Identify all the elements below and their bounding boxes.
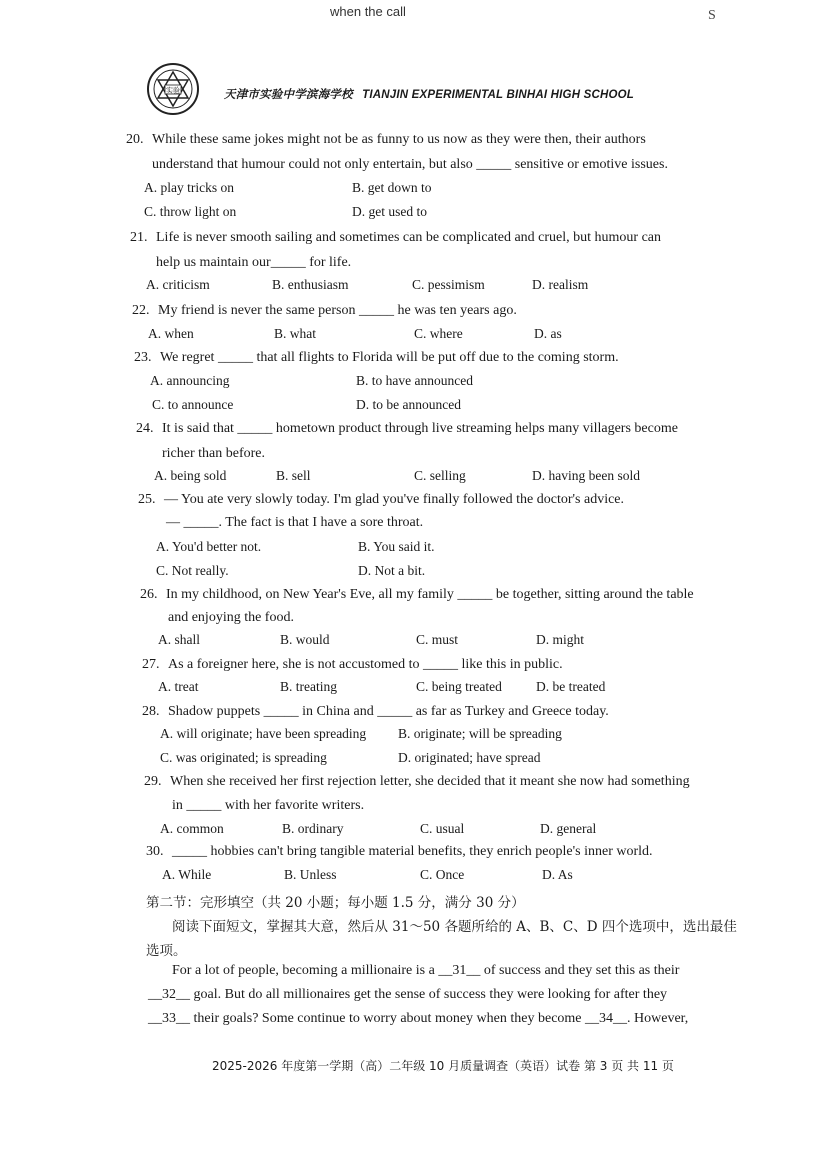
option-30-a: A. While bbox=[162, 867, 212, 882]
option-22-c: C. where bbox=[414, 326, 463, 341]
option-28-c: C. was originated; is spreading bbox=[160, 750, 327, 765]
question-21-line-2: help us maintain our_____ for life. bbox=[156, 255, 352, 270]
section-2-instruction-2: 选项。 bbox=[146, 943, 187, 959]
option-30-c: C. Once bbox=[420, 867, 465, 882]
option-23-a: A. announcing bbox=[150, 373, 230, 388]
section-2-instruction-1: 阅读下面短文，掌握其大意，然后从 31～50 各题所给的 A、B、C、D 四个选项中，选出最佳 bbox=[172, 919, 737, 935]
option-27-a: A. treat bbox=[158, 679, 199, 694]
question-29 bbox=[144, 772, 690, 792]
option-29-d: D. general bbox=[540, 821, 597, 836]
option-26-b: B. would bbox=[280, 632, 330, 647]
option-22-a: A. when bbox=[148, 326, 194, 341]
question-22 bbox=[132, 301, 517, 321]
question-text: We regret _____ that all flights to Florida will be put off due to the coming storm. bbox=[160, 350, 619, 365]
question-28 bbox=[142, 702, 609, 722]
option-30-d: D. As bbox=[542, 867, 573, 882]
question-number: 22. bbox=[132, 303, 150, 318]
question-20 bbox=[126, 130, 646, 150]
option-27-c: C. being treated bbox=[416, 679, 502, 694]
option-27-d: D. be treated bbox=[536, 679, 606, 694]
option-24-d: D. having been sold bbox=[532, 468, 640, 483]
option-29-a: A. common bbox=[160, 821, 224, 836]
option-23-d: D. to be announced bbox=[356, 397, 461, 412]
option-22-d: D. as bbox=[534, 326, 562, 341]
option-30-b: B. Unless bbox=[284, 867, 337, 882]
question-30 bbox=[146, 842, 653, 862]
question-24 bbox=[136, 419, 678, 439]
option-22-b: B. what bbox=[274, 326, 316, 341]
top-handwritten-note: when the call bbox=[330, 4, 406, 19]
logo-text: 实验 bbox=[166, 86, 180, 95]
option-21-c: C. pessimism bbox=[412, 277, 485, 292]
passage-line-2: __32__ goal. But do all millionaires get the sense of success they were looking for after they bbox=[148, 987, 668, 1002]
page-footer: 2025-2026 年度第一学期（高）二年级 10 月质量调查（英语）试卷 第 3 页 共 11 页 bbox=[212, 1059, 674, 1073]
school-logo-icon bbox=[146, 62, 200, 116]
option-21-d: D. realism bbox=[532, 277, 589, 292]
option-23-c: C. to announce bbox=[152, 397, 234, 412]
school-name bbox=[224, 86, 634, 102]
question-number: 27. bbox=[142, 657, 160, 672]
school-header bbox=[146, 62, 706, 122]
passage-line-3: __33__ their goals? Some continue to worry about money when they become __34__. However, bbox=[148, 1011, 689, 1026]
question-number: 23. bbox=[134, 350, 152, 365]
question-26-line-2: and enjoying the food. bbox=[168, 610, 294, 625]
option-27-b: B. treating bbox=[280, 679, 337, 694]
question-29-line-2: in _____ with her favorite writers. bbox=[172, 798, 365, 813]
option-24-c: C. selling bbox=[414, 468, 466, 483]
option-20-d: D. get used to bbox=[352, 204, 427, 219]
option-20-b: B. get down to bbox=[352, 180, 432, 195]
question-number: 28. bbox=[142, 704, 160, 719]
option-20-a: A. play tricks on bbox=[144, 180, 234, 195]
question-24-line-2: richer than before. bbox=[162, 446, 265, 461]
school-name-en: TIANJIN EXPERIMENTAL BINHAI HIGH SCHOOL bbox=[362, 89, 634, 101]
question-text: While these same jokes might not be as funny to us now as they were then, their authors bbox=[152, 132, 646, 147]
question-23 bbox=[134, 348, 619, 368]
school-name-cn: 天津市实验中学滨海学校 bbox=[224, 89, 353, 101]
option-29-b: B. ordinary bbox=[282, 821, 344, 836]
option-28-d: D. originated; have spread bbox=[398, 750, 541, 765]
corner-mark: S bbox=[708, 8, 716, 23]
option-28-a: A. will originate; have been spreading bbox=[160, 726, 367, 741]
option-29-c: C. usual bbox=[420, 821, 465, 836]
option-28-b: B. originate; will be spreading bbox=[398, 726, 562, 741]
option-25-c: C. Not really. bbox=[156, 563, 229, 578]
option-25-b: B. You said it. bbox=[358, 539, 435, 554]
question-number: 25. bbox=[138, 492, 156, 507]
question-21 bbox=[130, 228, 661, 248]
question-26 bbox=[140, 585, 694, 605]
question-text: Life is never smooth sailing and sometimes can be complicated and cruel, but humour can bbox=[156, 230, 662, 245]
option-24-b: B. sell bbox=[276, 468, 311, 483]
option-24-a: A. being sold bbox=[154, 468, 227, 483]
question-text: It is said that _____ hometown product through live streaming helps many villagers become bbox=[162, 421, 678, 436]
option-26-d: D. might bbox=[536, 632, 585, 647]
option-21-a: A. criticism bbox=[146, 277, 210, 292]
question-number: 26. bbox=[140, 587, 158, 602]
option-26-c: C. must bbox=[416, 632, 459, 647]
option-21-b: B. enthusiasm bbox=[272, 277, 349, 292]
option-23-b: B. to have announced bbox=[356, 373, 473, 388]
option-26-a: A. shall bbox=[158, 632, 200, 647]
question-text: As a foreigner here, she is not accustomed to _____ like this in public. bbox=[168, 657, 563, 672]
question-number: 20. bbox=[126, 132, 144, 147]
question-text: In my childhood, on New Year's Eve, all my family _____ be together, sitting around the table bbox=[166, 587, 694, 602]
passage-line-1: For a lot of people, becoming a millionaire is a __31__ of success and they set this as their bbox=[172, 963, 680, 978]
question-text: — You ate very slowly today. I'm glad you've finally followed the doctor's advice. bbox=[164, 492, 625, 507]
option-25-d: D. Not a bit. bbox=[358, 563, 426, 578]
question-25 bbox=[138, 490, 624, 510]
option-20-c: C. throw light on bbox=[144, 204, 237, 219]
question-text: My friend is never the same person _____ he was ten years ago. bbox=[158, 303, 517, 318]
question-25-line-2: — _____. The fact is that I have a sore throat. bbox=[166, 515, 424, 530]
question-number: 24. bbox=[136, 421, 154, 436]
question-20-line-2: understand that humour could not only entertain, but also _____ sensitive or emotive issues. bbox=[152, 157, 668, 172]
section-2-title: 第二节：完形填空（共 20 小题；每小题 1.5 分，满分 30 分） bbox=[146, 895, 525, 911]
question-number: 29. bbox=[144, 774, 162, 789]
question-text: Shadow puppets _____ in China and _____ as far as Turkey and Greece today. bbox=[168, 704, 609, 719]
question-text: When she received her first rejection letter, she decided that it meant she now had something bbox=[170, 774, 690, 789]
question-27 bbox=[142, 655, 563, 675]
question-text: _____ hobbies can't bring tangible material benefits, they enrich people's inner world. bbox=[172, 844, 653, 859]
option-25-a: A. You'd better not. bbox=[156, 539, 262, 554]
question-number: 30. bbox=[146, 844, 164, 859]
question-number: 21. bbox=[130, 230, 148, 245]
